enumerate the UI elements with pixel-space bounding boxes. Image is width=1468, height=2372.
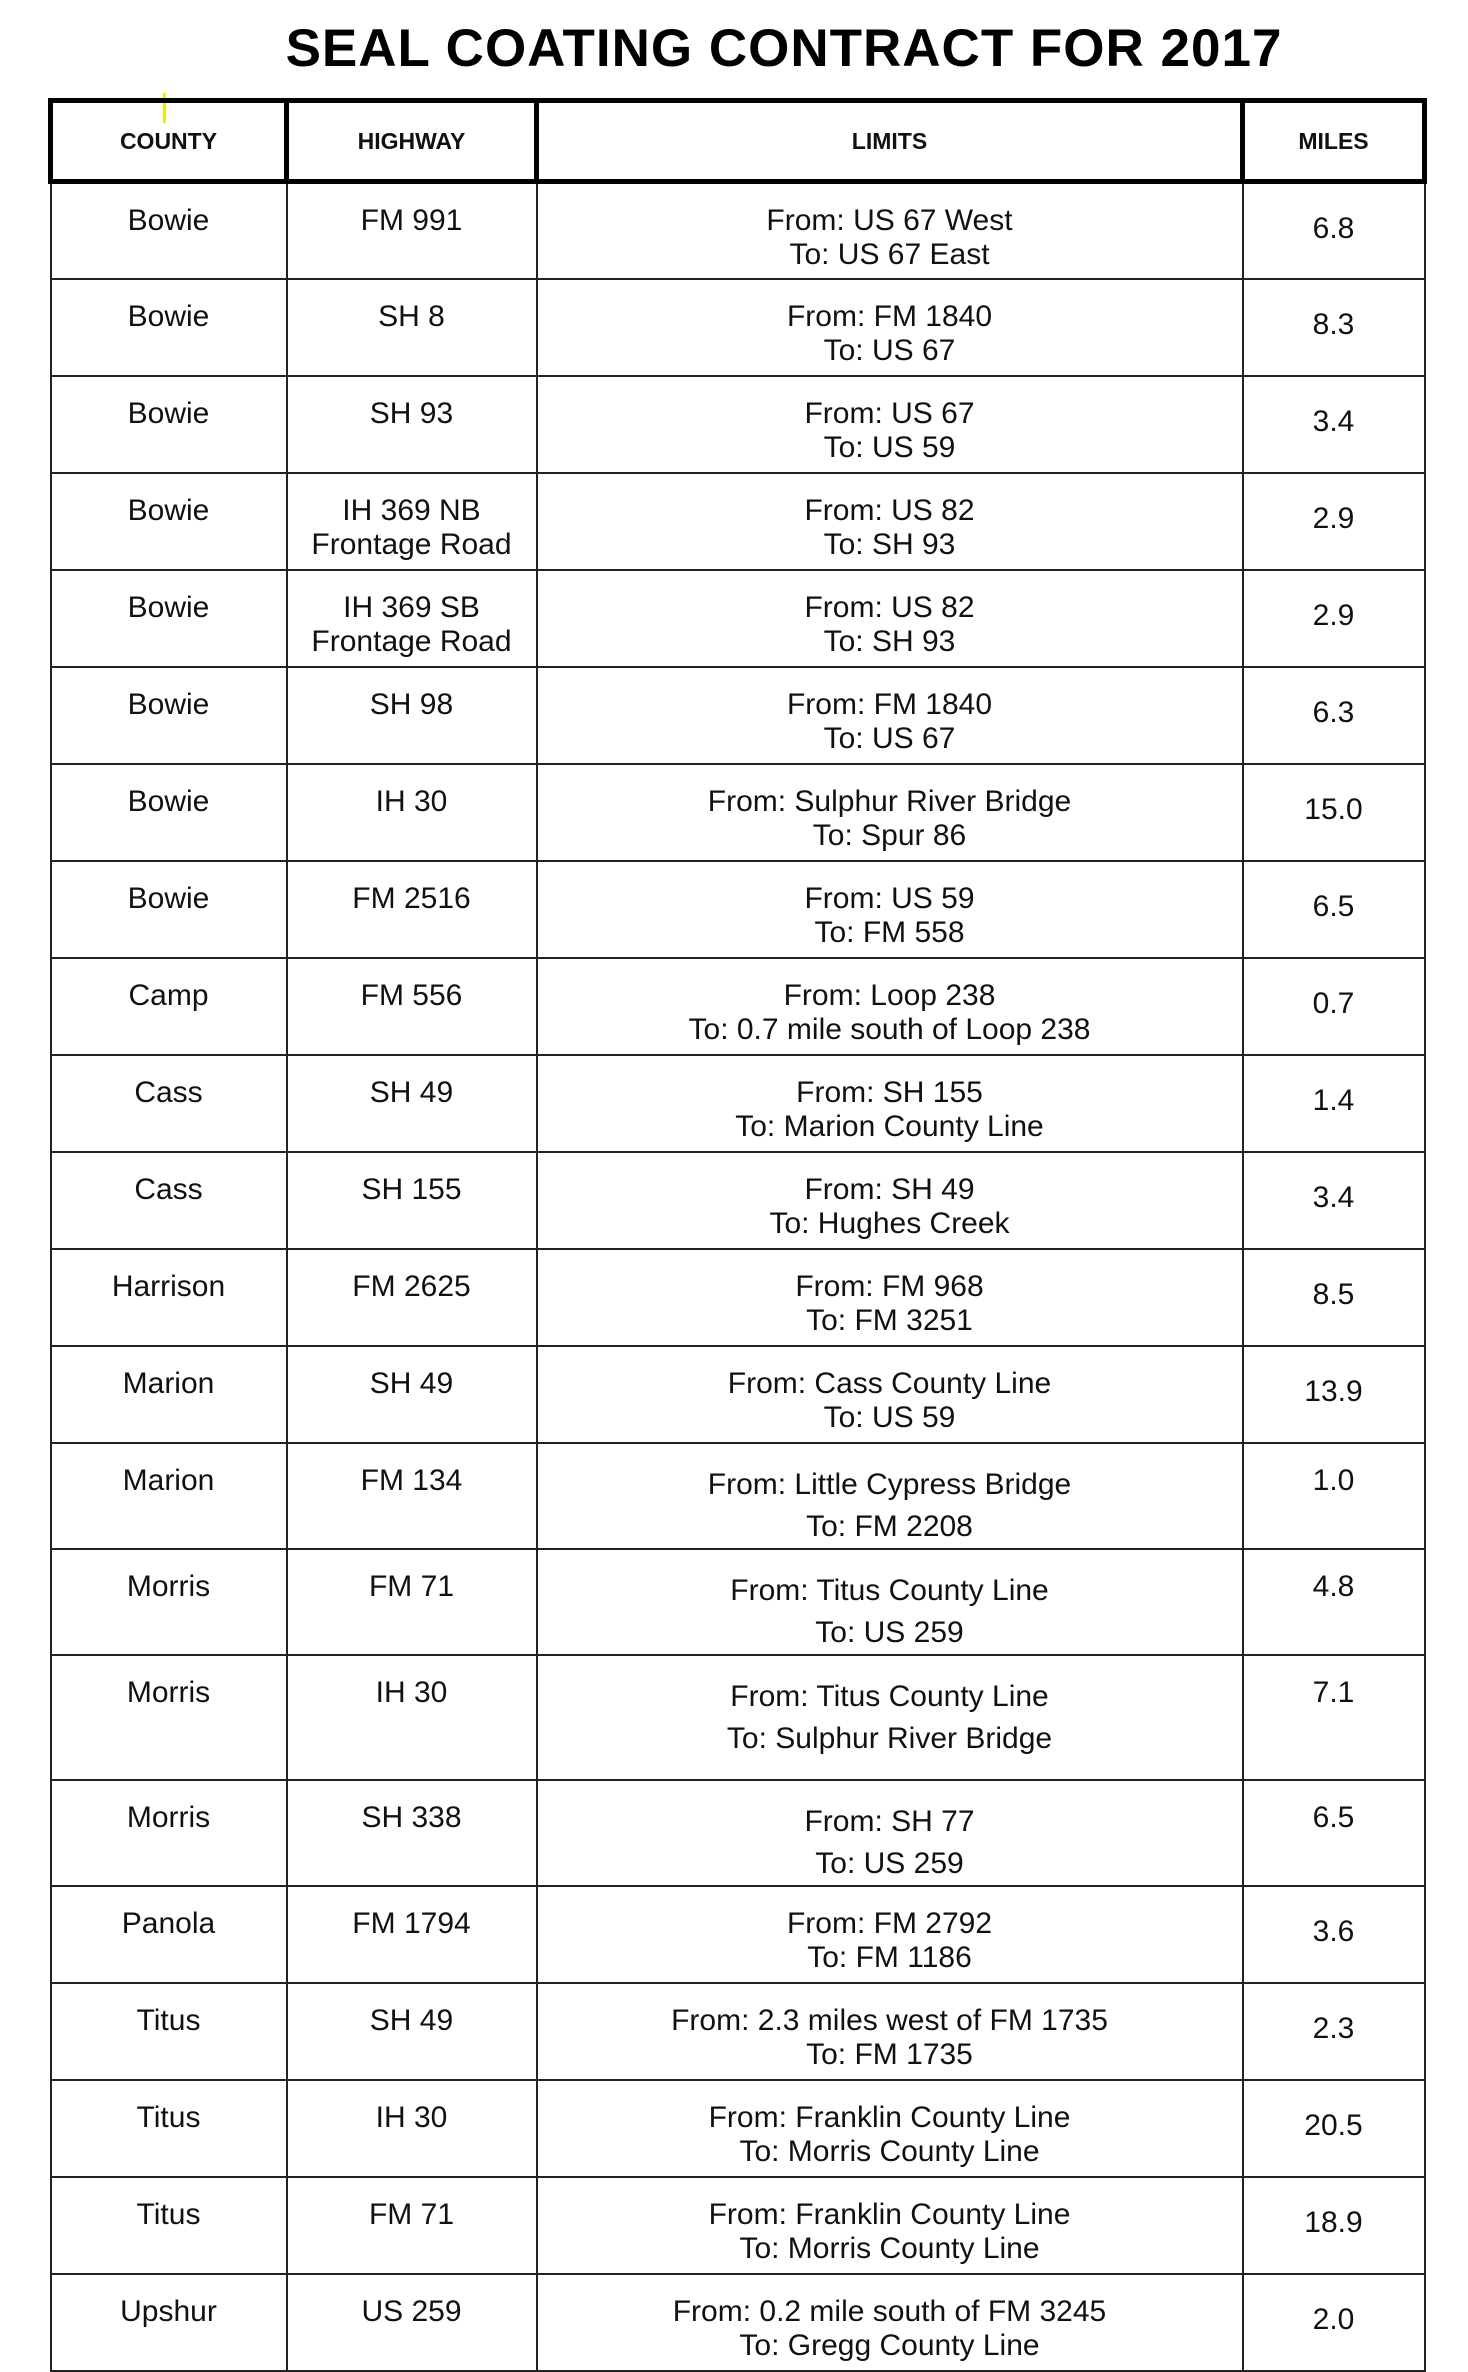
highway-line: SH 93 bbox=[369, 396, 454, 430]
table-row bbox=[51, 1983, 1425, 2080]
limits-to: To: Spur 86 bbox=[812, 818, 967, 852]
limits-cell bbox=[537, 1780, 1243, 1886]
highway-cell bbox=[287, 2080, 537, 2177]
limits-cell bbox=[537, 1055, 1243, 1152]
header-limits: LIMITS bbox=[537, 101, 1243, 182]
miles-cell: 6.5 bbox=[1243, 861, 1425, 958]
header-row bbox=[51, 101, 1425, 182]
miles-cell: 4.8 bbox=[1243, 1549, 1425, 1655]
limits-to: To: US 59 bbox=[823, 1400, 956, 1434]
miles-cell: 6.8 bbox=[1243, 182, 1425, 279]
highway-cell bbox=[287, 570, 537, 667]
table-row bbox=[51, 667, 1425, 764]
highway-cell bbox=[287, 2177, 537, 2274]
table-row bbox=[51, 2080, 1425, 2177]
limits-from: From: US 59 bbox=[804, 881, 975, 915]
miles-cell: 1.4 bbox=[1243, 1055, 1425, 1152]
limits-cell bbox=[537, 2274, 1243, 2371]
limits-to: To: SH 93 bbox=[823, 624, 956, 658]
limits-cell bbox=[537, 667, 1243, 764]
table-row bbox=[51, 861, 1425, 958]
county-cell: Titus bbox=[51, 2080, 287, 2177]
seal-coating-table bbox=[48, 98, 1427, 2372]
highway-cell bbox=[287, 1780, 537, 1886]
county-cell: Morris bbox=[51, 1780, 287, 1886]
miles-cell: 0.7 bbox=[1243, 958, 1425, 1055]
highway-line: FM 2516 bbox=[352, 881, 471, 915]
miles-cell: 2.0 bbox=[1243, 2274, 1425, 2371]
highway-line: FM 71 bbox=[368, 2197, 455, 2231]
limits-to: To: US 259 bbox=[815, 1846, 964, 1880]
limits-cell bbox=[537, 279, 1243, 376]
limits-from: From: Little Cypress Bridge bbox=[707, 1467, 1072, 1501]
highway-cell bbox=[287, 1983, 537, 2080]
county-cell: Bowie bbox=[51, 667, 287, 764]
table-row bbox=[51, 2274, 1425, 2371]
miles-cell: 3.6 bbox=[1243, 1886, 1425, 1983]
county-cell: Morris bbox=[51, 1549, 287, 1655]
highway-cell bbox=[287, 182, 537, 279]
limits-cell bbox=[537, 473, 1243, 570]
highway-cell bbox=[287, 861, 537, 958]
table-row bbox=[51, 1346, 1425, 1443]
limits-cell bbox=[537, 764, 1243, 861]
highway-cell bbox=[287, 1346, 537, 1443]
limits-from: From: FM 1840 bbox=[786, 299, 993, 333]
county-cell: Camp bbox=[51, 958, 287, 1055]
limits-cell bbox=[537, 958, 1243, 1055]
county-cell: Titus bbox=[51, 2177, 287, 2274]
miles-cell: 2.3 bbox=[1243, 1983, 1425, 2080]
county-cell: Harrison bbox=[51, 1249, 287, 1346]
miles-cell: 8.3 bbox=[1243, 279, 1425, 376]
miles-cell: 3.4 bbox=[1243, 1152, 1425, 1249]
header-miles: MILES bbox=[1243, 101, 1425, 182]
highway-line: SH 8 bbox=[378, 299, 445, 333]
limits-to: To: FM 1186 bbox=[807, 1940, 972, 1974]
limits-to: To: Hughes Creek bbox=[769, 1206, 1010, 1240]
county-cell: Bowie bbox=[51, 473, 287, 570]
table-row bbox=[51, 1443, 1425, 1549]
county-cell: Upshur bbox=[51, 2274, 287, 2371]
highway-line: Frontage Road bbox=[311, 527, 512, 561]
miles-cell: 15.0 bbox=[1243, 764, 1425, 861]
limits-cell bbox=[537, 570, 1243, 667]
limits-from: From: FM 1840 bbox=[786, 687, 993, 721]
highway-cell bbox=[287, 1655, 537, 1780]
highway-cell bbox=[287, 376, 537, 473]
limits-to: To: US 67 bbox=[823, 721, 956, 755]
county-cell: Cass bbox=[51, 1055, 287, 1152]
limits-to: To: Marion County Line bbox=[735, 1109, 1044, 1143]
highway-line: IH 30 bbox=[375, 1675, 448, 1709]
table-row bbox=[51, 764, 1425, 861]
limits-cell bbox=[537, 1443, 1243, 1549]
highway-cell bbox=[287, 1443, 537, 1549]
table-row bbox=[51, 1249, 1425, 1346]
county-cell: Titus bbox=[51, 1983, 287, 2080]
county-cell: Bowie bbox=[51, 182, 287, 279]
miles-cell: 20.5 bbox=[1243, 2080, 1425, 2177]
limits-from: From: FM 968 bbox=[795, 1269, 984, 1303]
highway-line: FM 71 bbox=[368, 1569, 455, 1603]
limits-to: To: Sulphur River Bridge bbox=[726, 1721, 1053, 1755]
limits-from: From: US 67 West bbox=[766, 204, 1013, 237]
miles-cell: 3.4 bbox=[1243, 376, 1425, 473]
limits-to: To: US 259 bbox=[815, 1615, 964, 1649]
county-cell: Marion bbox=[51, 1346, 287, 1443]
limits-from: From: SH 77 bbox=[804, 1804, 975, 1838]
limits-cell bbox=[537, 2080, 1243, 2177]
highway-cell bbox=[287, 1055, 537, 1152]
highway-cell bbox=[287, 279, 537, 376]
limits-from: From: SH 49 bbox=[804, 1172, 975, 1206]
limits-from: From: Titus County Line bbox=[730, 1679, 1049, 1713]
limits-to: To: US 67 bbox=[823, 333, 956, 367]
limits-from: From: Titus County Line bbox=[730, 1573, 1049, 1607]
limits-from: From: Franklin County Line bbox=[708, 2197, 1071, 2231]
miles-cell: 18.9 bbox=[1243, 2177, 1425, 2274]
table-row bbox=[51, 376, 1425, 473]
limits-to: To: FM 1735 bbox=[806, 2037, 973, 2071]
highway-line: IH 369 NB bbox=[342, 493, 481, 527]
highway-cell bbox=[287, 1549, 537, 1655]
limits-to: To: SH 93 bbox=[823, 527, 956, 561]
limits-from: From: US 67 bbox=[804, 396, 975, 430]
highway-line: IH 30 bbox=[375, 2100, 448, 2134]
limits-cell bbox=[537, 1983, 1243, 2080]
highway-line: IH 369 SB bbox=[343, 590, 480, 624]
limits-cell bbox=[537, 1152, 1243, 1249]
limits-cell bbox=[537, 1249, 1243, 1346]
table-row bbox=[51, 1780, 1425, 1886]
limits-from: From: Sulphur River Bridge bbox=[707, 784, 1072, 818]
header-county: COUNTY bbox=[51, 101, 287, 182]
limits-cell bbox=[537, 1549, 1243, 1655]
table-row bbox=[51, 1152, 1425, 1249]
county-cell: Cass bbox=[51, 1152, 287, 1249]
limits-to: To: US 67 East bbox=[789, 238, 990, 271]
limits-cell bbox=[537, 376, 1243, 473]
table-row bbox=[51, 1549, 1425, 1655]
table-row bbox=[51, 1655, 1425, 1780]
highway-line: FM 2625 bbox=[352, 1269, 471, 1303]
miles-cell: 6.5 bbox=[1243, 1780, 1425, 1886]
highway-cell bbox=[287, 1152, 537, 1249]
limits-cell bbox=[537, 182, 1243, 279]
county-cell: Bowie bbox=[51, 376, 287, 473]
table-row bbox=[51, 279, 1425, 376]
county-cell: Bowie bbox=[51, 570, 287, 667]
limits-to: To: 0.7 mile south of Loop 238 bbox=[688, 1012, 1091, 1046]
limits-cell bbox=[537, 1886, 1243, 1983]
highway-line: IH 30 bbox=[375, 784, 448, 818]
highway-line: FM 134 bbox=[360, 1463, 463, 1497]
header-highway: HIGHWAY bbox=[287, 101, 537, 182]
county-cell: Bowie bbox=[51, 861, 287, 958]
miles-cell: 1.0 bbox=[1243, 1443, 1425, 1549]
limits-cell bbox=[537, 861, 1243, 958]
limits-cell bbox=[537, 1346, 1243, 1443]
limits-from: From: FM 2792 bbox=[786, 1906, 993, 1940]
highway-cell bbox=[287, 764, 537, 861]
highway-line: SH 155 bbox=[361, 1172, 462, 1206]
highway-line: SH 49 bbox=[369, 1366, 454, 1400]
highway-line: FM 991 bbox=[360, 204, 463, 237]
miles-cell: 2.9 bbox=[1243, 473, 1425, 570]
table-row bbox=[51, 1886, 1425, 1983]
highway-line: SH 338 bbox=[361, 1800, 462, 1834]
highway-line: FM 1794 bbox=[352, 1906, 471, 1940]
highway-line: SH 49 bbox=[369, 1075, 454, 1109]
highway-cell bbox=[287, 1249, 537, 1346]
limits-from: From: Franklin County Line bbox=[708, 2100, 1071, 2134]
highway-line: Frontage Road bbox=[311, 624, 512, 658]
limits-from: From: Loop 238 bbox=[783, 978, 996, 1012]
table-row bbox=[51, 570, 1425, 667]
miles-cell: 8.5 bbox=[1243, 1249, 1425, 1346]
limits-cell bbox=[537, 1655, 1243, 1780]
limits-to: To: Morris County Line bbox=[739, 2231, 1040, 2265]
miles-cell: 7.1 bbox=[1243, 1655, 1425, 1780]
county-cell: Bowie bbox=[51, 279, 287, 376]
highway-cell bbox=[287, 2274, 537, 2371]
limits-from: From: US 82 bbox=[804, 493, 975, 527]
limits-from: From: US 82 bbox=[804, 590, 975, 624]
limits-to: To: Morris County Line bbox=[739, 2134, 1040, 2168]
highway-cell bbox=[287, 473, 537, 570]
limits-to: To: US 59 bbox=[823, 430, 956, 464]
table-row bbox=[51, 473, 1425, 570]
limits-from: From: Cass County Line bbox=[727, 1366, 1052, 1400]
county-cell: Bowie bbox=[51, 764, 287, 861]
table-row bbox=[51, 182, 1425, 279]
highway-line: SH 49 bbox=[369, 2003, 454, 2037]
limits-from: From: 0.2 mile south of FM 3245 bbox=[672, 2294, 1107, 2328]
highway-cell bbox=[287, 1886, 537, 1983]
limits-from: From: 2.3 miles west of FM 1735 bbox=[671, 2003, 1108, 2037]
county-cell: Morris bbox=[51, 1655, 287, 1780]
table-row bbox=[51, 1055, 1425, 1152]
table-row bbox=[51, 958, 1425, 1055]
limits-cell bbox=[537, 2177, 1243, 2274]
county-cell: Marion bbox=[51, 1443, 287, 1549]
limits-to: To: FM 3251 bbox=[806, 1303, 973, 1337]
highway-line: SH 98 bbox=[369, 687, 454, 721]
miles-cell: 13.9 bbox=[1243, 1346, 1425, 1443]
highway-line: US 259 bbox=[361, 2294, 462, 2328]
limits-to: To: FM 558 bbox=[814, 915, 965, 949]
highway-cell bbox=[287, 958, 537, 1055]
highway-line: FM 556 bbox=[360, 978, 463, 1012]
limits-to: To: FM 2208 bbox=[806, 1509, 973, 1543]
limits-from: From: SH 155 bbox=[796, 1075, 983, 1109]
miles-cell: 6.3 bbox=[1243, 667, 1425, 764]
county-cell: Panola bbox=[51, 1886, 287, 1983]
highway-cell bbox=[287, 667, 537, 764]
miles-cell: 2.9 bbox=[1243, 570, 1425, 667]
limits-to: To: Gregg County Line bbox=[739, 2328, 1040, 2362]
table-row bbox=[51, 2177, 1425, 2274]
document-title: SEAL COATING CONTRACT FOR 2017 bbox=[285, 19, 1283, 78]
